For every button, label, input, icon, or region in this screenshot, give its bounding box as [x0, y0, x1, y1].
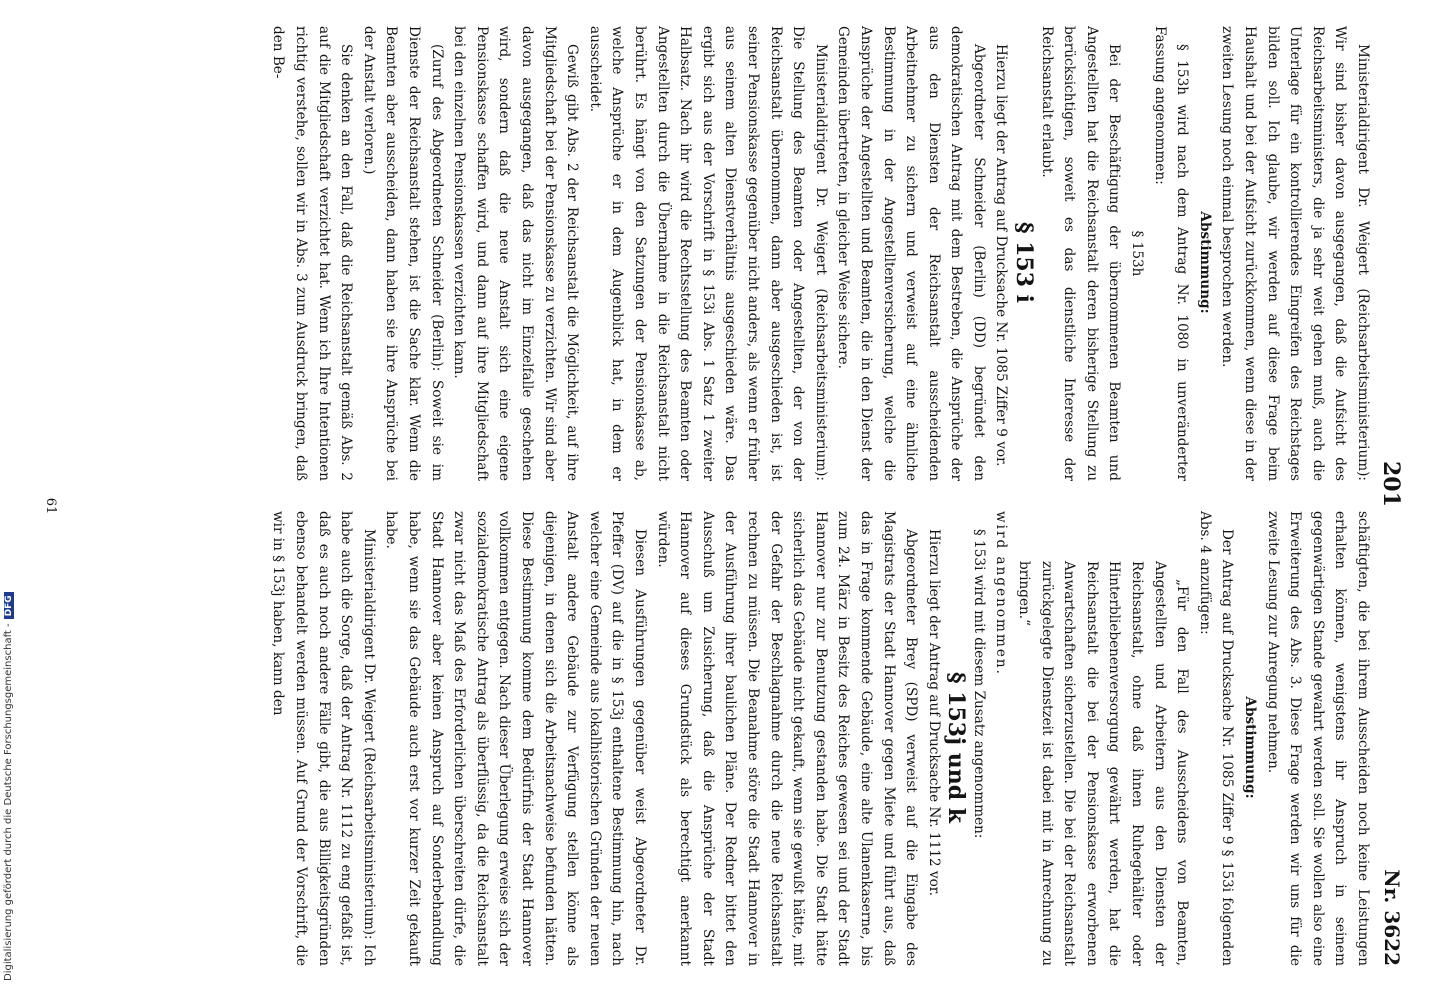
paragraph: Sie denken an den Fall, daß die Reichsanstalt gemäß Abs. 2 auf die Mitgliedschaft verzichtet hat. Wenn ich Ihre Intentionen richtig verstehe, sollen wir in Abs. 3 zum Ausdruck bringen, daß den Be-	[270, 26, 355, 481]
section-heading-153jk: § 153j und k	[943, 672, 970, 823]
right-column	[64, 511, 1374, 966]
paragraph: (Zuruf des Abgeordneten Schneider (Berlin): Soweit sie im Dienste der Reichsanstalt stehen, ist die Sache klar. Wenn die Beamten aber ausscheiden, dann haben sie ihre Ansprüche bei der Anstalt verloren.)	[360, 26, 445, 481]
paragraph: Ministerialdirigent Dr. Weigert (Reichsarbeitsministerium): Wir sind bisher davon ausgegangen, daß die Aufsicht des Reichsarbeitsministers, die ja sehr weit gehen muß, auch die Unterlage für ein kontrollierendes Eingreifen des Reichstages bilden soll. Ich glaube, wir werden auf diese Frage beim Haushalt und bei der Aufsicht zurückkommen, wenn diese in der zweiten Lesung noch einmal besprochen werden.	[1219, 26, 1371, 481]
digitization-credit	[3, 592, 14, 981]
paragraph: Hierzu liegt der Antrag auf Drucksache Nr. 1085 Ziffer 9 vor.	[993, 44, 1010, 467]
document-page	[30, 6, 1410, 996]
paragraph: Gewiß gibt Abs. 2 der Reichsanstalt die Möglichkeit, auf ihre Mitgliedschaft bei der Pensionskasse zu verzichten. Wir sind aber davon ausgegangen, daß das nicht im Einzelfalle geschehen wird, sondern daß die neue Anstalt sich eine eigene Pensionskasse schaffen wird, und dann auf ihre Mitgliedschaft bei den einzelnen Pensionskassen verzichten kann.	[451, 26, 581, 481]
document-number: Nr. 3622	[1380, 869, 1404, 966]
paragraph: Hierzu liegt der Antrag auf Drucksache Nr. 1112 vor.	[925, 529, 942, 897]
quoted-amendment: „Für den Fall des Ausscheidens von Beamten, Angestellten und Arbeitern aus den Diensten der Reichsanstalt, ohne daß ihnen Ruhegehälter oder Hinterbliebenenversorgung gewährt werden, hat die Reichsanstalt die bei der Pensionskasse erworbenen Anwartschaften sicherzustellen. Die bei der Reichsanstalt zurückgelegte Dienstzeit ist dabei mit in Anrechnung zu bringen.“	[1016, 561, 1191, 966]
paragraph: Bei der Beschäftigung der übernommenen Beamten und Angestellten hat die Reichsanstalt deren bisherige Stellung zu berücksichtigen, soweit es das dienstliche Interesse der Reichsanstalt erlaubt.	[1038, 26, 1123, 481]
paragraph: Abgeordneter Schneider (Berlin) (DD) begründet den demokratischen Antrag mit dem Bestreben, die Ansprüche der aus den Diensten der Reichsanstalt ausscheidenden Arbeitnehmer zu sichern und verweist auf eine ähnliche Bestimmung in der Angestelltenversicherung, welche die Ansprüche der Angestellten und Beamten, die in den Dienst der Gemeinden übertreten, in gleicher Weise sichere.	[835, 26, 987, 481]
abstimmung-label: Abstimmung:	[1242, 696, 1259, 799]
paragraph: Ministerialdirigent Dr. Weigert (Reichsarbeitsministerium): Die Stellung des Beamten oder Angestellten, der von der Reichsanstalt übernommen, dann aber ausgeschieden ist, ist seiner Pensionskasse gegenüber nicht anders, als wenn er früher aus seinem alten Dienstverhältnis ausgeschieden wäre. Das ergibt sich aus der Vorschrift in § 153i Abs. 1 Satz 1 zweiter Halbsatz. Nach ihr wird die Rechtsstellung des Beamten oder Angestellten durch die Übernahme in die Reichsanstalt nicht berührt. Es hängt von den Satzungen der Pensionskasse ab, welche Ansprüche er in dem Augenblick hat, in dem er ausscheidet.	[586, 26, 829, 481]
credit-text: Digitalisierung gefördert durch die Deutsche Forschungsgemeinschaft -	[3, 623, 14, 981]
paragraph: wird angenommen.	[993, 511, 1010, 676]
abstimmung-label: Abstimmung:	[1196, 211, 1213, 314]
section-heading-153i: § 153 i	[1011, 221, 1038, 304]
paragraph: Der Antrag auf Drucksache Nr. 1085 Ziffer 9 § 153i folgenden Abs. 4 anzufügen:	[1196, 511, 1236, 966]
paragraph: § 153i wird mit diesem Zusatz angenommen:	[970, 529, 987, 839]
dfg-logo: DFG	[4, 592, 14, 619]
paragraph: Ministerialdirigent Dr. Weigert (Reichsarbeitsministerium): Ich habe auch die Sorge, daß der Antrag Nr. 1112 zu eng gefaßt ist, daß es auch noch andere Fälle gibt, die aus Billigkeitsgründen ebenso behandelt werden müssen. Auf Grund der Vorschrift, die wir in § 153j haben, kann den	[270, 511, 377, 966]
left-column	[64, 26, 1374, 481]
paragraph: Abgeordneter Brey (SPD) verweist auf die Eingabe des Magistrats der Stadt Hannover gegen Miete und führt aus, daß das in Frage kommende Gebäude, eine alte Ulanenkaserne, bis zum 24. März in Besitz des Reiches gewesen sei und der Stadt Hannover nur zur Benutzung gestanden habe. Die Stadt hätte sicherlich das Gebäude nicht gekauft, wenn sie gewußt hätte, mit der Gefahr der Beschlagnahme durch die neue Reichsanstalt rechnen zu müssen. Die Beanahme störe die Stadt Hannover in der Ausführung ihrer baulichen Pläne. Der Redner bittet den Ausschuß um Zusicherung, daß die Ansprüche der Stadt Hannover auf dieses Grundstück als berechtigt anerkannt würden.	[654, 511, 920, 966]
paragraph: § 153h wird nach dem Antrag Nr. 1080 in unveränderter Fassung angenommen:	[1151, 26, 1191, 481]
footer-number: 61	[43, 497, 58, 515]
paragraph: Diesen Ausführungen gegenüber weist Abgeordneter Dr. Pfeffer (DV) auf die in § 153j enthaltene Bestimmung hin, nach welcher eine Gemeinde aus lokalhistorischen Gründen der neuen Anstalt andere Gebäude zur Verfügung stellen könne als diejenigen, in denen sich die Arbeitsnachweise befunden hätten. Diese Bestimmung komme dem Bedürfnis der Stadt Hannover vollkommen entgegen. Nach dieser Überlegung erweise sich der sozialdemokratische Antrag als überflüssig, da die Reichsanstalt zwar nicht das Maß des Erforderlichen überschreiten dürfe, die Stadt Hannover aber keinen Anspruch auf Sonderbehandlung habe, wenn sie das Gebäude auch erst vor kurzer Zeit gekauft habe.	[383, 511, 648, 966]
paragraph: schäftigten, die bei ihrem Ausscheiden noch keine Leistungen erhalten können, wenigstens ihr Anspruch in seinem gegenwärtigen Stande gewahrt werden soll. Sie wollen also eine Erweiterung des Abs. 3. Diese Frage werden wir uns für die zweite Lesung zur Anregung nehmen.	[1264, 511, 1371, 966]
digitization-credit-bar	[0, 0, 18, 1000]
page-number: 201	[1378, 461, 1404, 507]
section-label-153h: § 153h	[1129, 230, 1146, 277]
